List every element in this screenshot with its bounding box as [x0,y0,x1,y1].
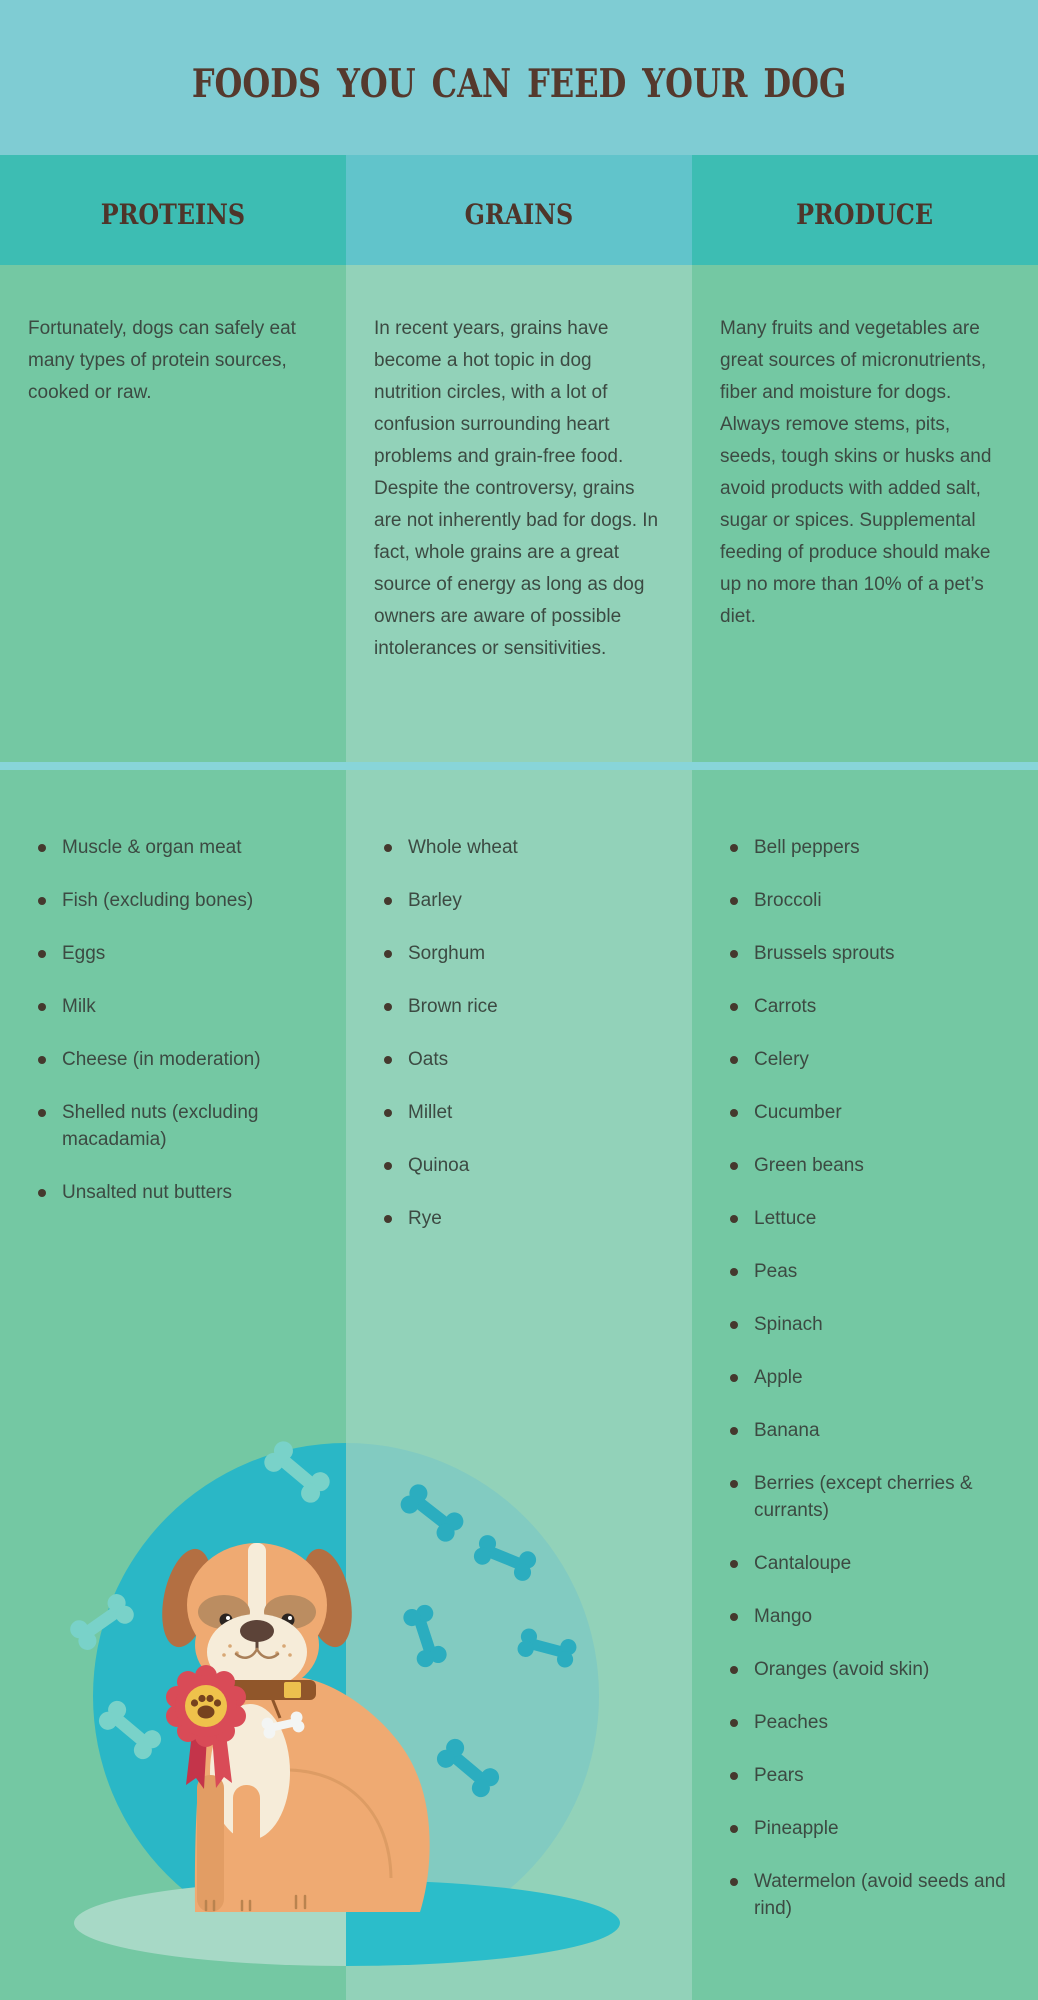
list-item [730,1417,1024,1444]
grains-list [346,770,692,1232]
bullet-icon [730,1162,738,1170]
list-item [730,993,1024,1020]
list-item [730,1550,1024,1577]
list-item [730,1364,1024,1391]
bullet-icon [730,1666,738,1674]
bullet-icon [730,1321,738,1329]
bullet-icon [38,1189,46,1197]
list-item [730,834,1024,861]
bullet-icon [38,1003,46,1011]
list-item-text: Quinoa [408,1155,470,1176]
header-grains-label: grains [464,186,574,234]
list-item [384,834,678,861]
bullet-icon [730,1268,738,1276]
list-item-text: Celery [754,1049,809,1070]
produce-description: Many fruits and vegetables are great sources of micronutrients, fiber and moisture for dogs. Always remove stems, pits, seeds, tough skins or husks and avoid products with added salt, sugar or spices. Supplemental feeding of produce should make up no more than 10% of a pet’s diet. [720,318,992,627]
list-item [384,887,678,914]
list-item-text: Cucumber [754,1102,842,1123]
list-item-text: Banana [754,1420,820,1441]
list-item-text: Milk [62,996,96,1017]
description-row [0,265,1038,762]
bullet-icon [384,1003,392,1011]
list-item [730,1815,1024,1842]
list-item [730,1099,1024,1126]
proteins-list [0,770,346,1206]
list-item [384,940,678,967]
list-item-text: Eggs [62,943,106,964]
section-divider [0,762,1038,770]
bullet-icon [38,1109,46,1117]
list-item [38,1099,332,1153]
list-item-text: Fish (excluding bones) [62,890,254,911]
list-item-text: Muscle & organ meat [62,837,242,858]
page-title: foods you can feed your dog [191,44,847,111]
bullet-icon [384,950,392,958]
bullet-icon [384,844,392,852]
list-item-text: Cantaloupe [754,1553,852,1574]
bullet-icon [730,1480,738,1488]
list-item [384,993,678,1020]
bullet-icon [730,844,738,852]
header-proteins [0,155,346,265]
list-item-text: Lettuce [754,1208,817,1229]
list-item-text: Watermelon (avoid seeds and rind) [754,1871,1006,1919]
bullet-icon [384,897,392,905]
list-item [730,1152,1024,1179]
list-item-text: Cheese (in moderation) [62,1049,261,1070]
bullet-icon [730,1772,738,1780]
list-item-text: Sorghum [408,943,486,964]
bullet-icon [730,1215,738,1223]
list-item-text: Shelled nuts (excluding macadamia) [62,1102,259,1150]
bullet-icon [384,1109,392,1117]
list-item-text: Spinach [754,1314,823,1335]
bullet-icon [730,1613,738,1621]
list-item [384,1099,678,1126]
list-item-text: Bell peppers [754,837,860,858]
list-item [38,940,332,967]
list-item [730,1656,1024,1683]
bullet-icon [730,1560,738,1568]
produce-description-panel [692,265,1038,762]
bullet-icon [38,897,46,905]
bullet-icon [384,1162,392,1170]
bullet-icon [730,1374,738,1382]
list-item-text: Pears [754,1765,804,1786]
list-item [730,1046,1024,1073]
list-item-text: Green beans [754,1155,864,1176]
list-item-text: Barley [408,890,462,911]
list-item-text: Berries (except cherries & currants) [754,1473,973,1521]
header-proteins-label: proteins [100,186,246,234]
column-headers [0,155,1038,265]
list-item-text: Peaches [754,1712,828,1733]
bullet-icon [730,1878,738,1886]
bullet-icon [730,1003,738,1011]
list-item [38,1046,332,1073]
list-row [0,770,1038,2000]
list-item-text: Oats [408,1049,449,1070]
list-item [38,834,332,861]
bullet-icon [38,844,46,852]
list-item [384,1152,678,1179]
proteins-description-panel [0,265,346,762]
list-item [384,1205,678,1232]
produce-list-panel [692,770,1038,2000]
grains-list-panel [346,770,692,2000]
header-produce [692,155,1038,265]
list-item [730,940,1024,967]
header-produce-label: produce [796,186,934,234]
list-item-text: Brown rice [408,996,498,1017]
title-band [0,0,1038,155]
bullet-icon [730,1056,738,1064]
list-item [38,887,332,914]
list-item-text: Unsalted nut butters [62,1182,233,1203]
list-item [730,1258,1024,1285]
list-item-text: Millet [408,1102,453,1123]
list-item-text: Brussels sprouts [754,943,895,964]
list-item-text: Whole wheat [408,837,518,858]
bullet-icon [730,950,738,958]
bullet-icon [730,1719,738,1727]
list-item-text: Peas [754,1261,798,1282]
list-item [730,887,1024,914]
bullet-icon [730,897,738,905]
bullet-icon [38,950,46,958]
bullet-icon [384,1056,392,1064]
produce-list [692,770,1038,1922]
bullet-icon [384,1215,392,1223]
list-item-text: Apple [754,1367,803,1388]
list-item [38,1179,332,1206]
proteins-list-panel [0,770,346,2000]
list-item-text: Oranges (avoid skin) [754,1659,930,1680]
list-item [730,1762,1024,1789]
list-item-text: Carrots [754,996,817,1017]
list-item [384,1046,678,1073]
bullet-icon [38,1056,46,1064]
list-item [730,1709,1024,1736]
list-item [730,1868,1024,1922]
list-item [730,1470,1024,1524]
grains-description-panel [346,265,692,762]
proteins-description: Fortunately, dogs can safely eat many types of protein sources, cooked or raw. [28,318,296,403]
bullet-icon [730,1109,738,1117]
bullet-icon [730,1427,738,1435]
list-item-text: Mango [754,1606,813,1627]
list-item [730,1311,1024,1338]
bullet-icon [730,1825,738,1833]
list-item-text: Broccoli [754,890,822,911]
list-item-text: Rye [408,1208,442,1229]
header-grains [346,155,692,265]
grains-description: In recent years, grains have become a hot topic in dog nutrition circles, with a lot of confusion surrounding heart problems and grain-free food. Despite the controversy, grains are not inherently bad for dogs. In fact, whole grains are a great source of energy as long as dog owners are aware of possible intolerances or sensitivities. [374,318,659,659]
list-item [730,1603,1024,1630]
list-item [38,993,332,1020]
list-item [730,1205,1024,1232]
list-item-text: Pineapple [754,1818,839,1839]
